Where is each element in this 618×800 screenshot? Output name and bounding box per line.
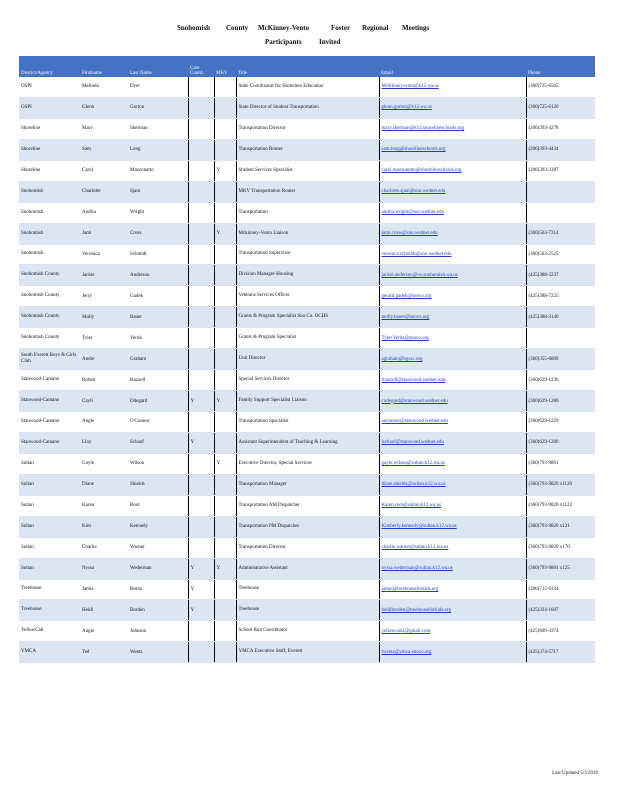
care-coord-cell bbox=[188, 139, 214, 160]
email-cell[interactable]: jami.cross@sno.wednet.edu bbox=[379, 223, 526, 244]
mkv-cell bbox=[214, 118, 236, 139]
table-row bbox=[19, 621, 595, 642]
district-cell: Snohomish County bbox=[19, 265, 80, 286]
table-row bbox=[19, 558, 595, 579]
firstname-cell: Ted bbox=[80, 642, 128, 663]
table-row bbox=[19, 77, 595, 97]
lastname-cell: Bauer bbox=[128, 307, 188, 328]
table-row bbox=[19, 223, 595, 244]
email-cell[interactable]: sam.long@shorelineschools.org bbox=[379, 139, 526, 160]
mkv-cell bbox=[214, 432, 236, 453]
phone-cell: (360)629-1286 bbox=[526, 391, 595, 412]
table-row bbox=[19, 160, 595, 181]
phone-cell: (425)388-3140 bbox=[526, 307, 595, 328]
care-coord-cell: Y bbox=[188, 432, 214, 453]
mkv-cell bbox=[214, 265, 236, 286]
title-cell: Transportation Router bbox=[236, 139, 379, 160]
lastname-cell: Wright bbox=[128, 202, 188, 223]
email-cell[interactable]: andria.wright@sno.wednet.edu bbox=[379, 202, 526, 223]
email-cell[interactable]: McKinneyvento@k12.wa.us bbox=[379, 77, 526, 97]
title-cell: Administrative Assistant bbox=[236, 558, 379, 579]
district-cell: Snohomish bbox=[19, 181, 80, 202]
title-cell: Transportation bbox=[236, 202, 379, 223]
title-word: McKinney-Vento bbox=[258, 24, 310, 32]
email-cell[interactable]: Kimberly.kennedy@sultan.k12.wa.us bbox=[379, 516, 526, 537]
phone-cell bbox=[526, 328, 595, 349]
firstname-cell: Nyssa bbox=[80, 558, 128, 579]
lastname-cell: Odegard bbox=[128, 391, 188, 412]
district-cell: Treehouse bbox=[19, 600, 80, 621]
district-cell: Stanwood-Camano bbox=[19, 370, 80, 391]
email-cell[interactable]: jackie.anderson@co.snohomish.wa.us bbox=[379, 265, 526, 286]
column-header: Last Name bbox=[128, 56, 188, 77]
title-cell: School Run Coordinator bbox=[236, 621, 379, 642]
table-row bbox=[19, 97, 595, 118]
mkv-cell bbox=[214, 77, 236, 97]
email-cell[interactable]: diane.shields@sultan.k12.wa.us bbox=[379, 474, 526, 495]
care-coord-cell bbox=[188, 160, 214, 181]
email-cell[interactable]: jamie@treehouseforkids.org bbox=[379, 579, 526, 600]
email-cell[interactable]: charlie.warner@sultan.k12.wa.us bbox=[379, 537, 526, 558]
table-row bbox=[19, 307, 595, 328]
title-cell: Treehouse bbox=[236, 579, 379, 600]
lastname-cell: Graham bbox=[128, 349, 188, 370]
phone-cell: (425)388-3237 bbox=[526, 265, 595, 286]
care-coord-cell bbox=[188, 516, 214, 537]
mkv-cell bbox=[214, 349, 236, 370]
email-cell[interactable]: codegard@stanwood.wednet.edu bbox=[379, 391, 526, 412]
phone-cell: (206)393-3387 bbox=[526, 160, 595, 181]
mkv-cell bbox=[214, 370, 236, 391]
mkv-cell bbox=[214, 474, 236, 495]
district-cell: Sultan bbox=[19, 495, 80, 516]
phone-cell: (206)715-0334 bbox=[526, 579, 595, 600]
title-word: Snohomish bbox=[177, 24, 211, 32]
title-cell: State Director of Student Transportation bbox=[236, 97, 379, 118]
lastname-cell: Dyer bbox=[128, 77, 188, 97]
firstname-cell: Melinda bbox=[80, 77, 128, 97]
title-cell: Transportation Supervisor bbox=[236, 244, 379, 265]
title-cell: Transportation Director bbox=[236, 118, 379, 139]
table-header bbox=[19, 56, 595, 77]
district-cell: Snohomish bbox=[19, 202, 80, 223]
title-word: Invited bbox=[319, 38, 341, 46]
mkv-cell: Y bbox=[214, 391, 236, 412]
district-cell: Snohomish bbox=[19, 223, 80, 244]
title-cell: Unit Director bbox=[236, 349, 379, 370]
title-word: Regional bbox=[362, 24, 389, 32]
firstname-cell: Sam bbox=[80, 139, 128, 160]
table-row bbox=[19, 495, 595, 516]
care-coord-cell bbox=[188, 97, 214, 118]
lastname-cell: Hazzell bbox=[128, 370, 188, 391]
district-cell: Sultan bbox=[19, 474, 80, 495]
care-coord-cell bbox=[188, 307, 214, 328]
district-cell: Sultan bbox=[19, 537, 80, 558]
firstname-cell: Tyler bbox=[80, 328, 128, 349]
care-coord-cell bbox=[188, 349, 214, 370]
table-row bbox=[19, 244, 595, 265]
mkv-cell bbox=[214, 328, 236, 349]
lastname-cell: Cross bbox=[128, 223, 188, 244]
firstname-cell: Jami bbox=[80, 223, 128, 244]
lastname-cell: Long bbox=[128, 139, 188, 160]
email-cell[interactable]: nyssa.wederman@sultan.k12.wa.us bbox=[379, 558, 526, 579]
care-coord-cell bbox=[188, 265, 214, 286]
title-word: Meetings bbox=[402, 24, 430, 32]
email-cell[interactable]: lschauf@stanwood.wednet.edu bbox=[379, 432, 526, 453]
table-row bbox=[19, 328, 595, 349]
mkv-cell bbox=[214, 286, 236, 307]
district-cell: Snohomish County bbox=[19, 328, 80, 349]
email-cell[interactable]: charlotte.sjani@sno.wednet.edu bbox=[379, 181, 526, 202]
phone-cell: (360)725-6120 bbox=[526, 97, 595, 118]
email-cell[interactable]: yellowcab2@gmail.com bbox=[379, 621, 526, 642]
table-row bbox=[19, 600, 595, 621]
firstname-cell: Glenn bbox=[80, 97, 128, 118]
care-coord-cell bbox=[188, 474, 214, 495]
title-cell: MKV Transportation Router bbox=[236, 181, 379, 202]
lastname-cell: Johnson bbox=[128, 621, 188, 642]
district-cell: Stanwood-Camano bbox=[19, 432, 80, 453]
mkv-cell: Y bbox=[214, 160, 236, 181]
district-cell: Sultan bbox=[19, 453, 80, 474]
email-cell[interactable]: glenn.gorton@k12.wa.us bbox=[379, 97, 526, 118]
phone-cell: (425)609-3374 bbox=[526, 621, 595, 642]
table-row bbox=[19, 516, 595, 537]
title-cell: Transportation Director bbox=[236, 537, 379, 558]
district-cell: Stanwood-Camano bbox=[19, 391, 80, 412]
table-row bbox=[19, 349, 595, 370]
title-cell: Mckinney-Vento Liaison bbox=[236, 223, 379, 244]
firstname-cell: Jerry bbox=[80, 286, 128, 307]
table-row bbox=[19, 642, 595, 663]
firstname-cell: Jackie bbox=[80, 265, 128, 286]
care-coord-cell bbox=[188, 223, 214, 244]
phone-cell: (360)793-9801 x125 bbox=[526, 558, 595, 579]
care-coord-cell: Y bbox=[188, 558, 214, 579]
column-header: MKV bbox=[214, 56, 236, 77]
firstname-cell: Andria bbox=[80, 202, 128, 223]
district-cell: Sultan bbox=[19, 558, 80, 579]
firstname-cell: Charlotte bbox=[80, 181, 128, 202]
care-coord-cell bbox=[188, 495, 214, 516]
firstname-cell: Charlie bbox=[80, 537, 128, 558]
phone-cell: (360)793-9801 bbox=[526, 453, 595, 474]
title-cell: State Coordinator for Homeless Education bbox=[236, 77, 379, 97]
firstname-cell: Jamie bbox=[80, 579, 128, 600]
title-cell: Family Support Specialist Liaison bbox=[236, 391, 379, 412]
mkv-cell bbox=[214, 139, 236, 160]
email-cell[interactable]: aoconnor@stanwood.wednet.edu bbox=[379, 412, 526, 433]
care-coord-cell bbox=[188, 286, 214, 307]
table-row bbox=[19, 181, 595, 202]
district-cell: Shoreline bbox=[19, 118, 80, 139]
lastname-cell: O'Connor bbox=[128, 412, 188, 433]
lastname-cell: Wederman bbox=[128, 558, 188, 579]
care-coord-cell bbox=[188, 621, 214, 642]
district-cell: Snohomish County bbox=[19, 286, 80, 307]
firstname-cell: Angie bbox=[80, 412, 128, 433]
participants-table bbox=[19, 56, 595, 663]
firstname-cell: Cayli bbox=[80, 391, 128, 412]
lastname-cell: Anderson bbox=[128, 265, 188, 286]
table-row bbox=[19, 202, 595, 223]
title-cell: YMCA Executive Staff, Everett bbox=[236, 642, 379, 663]
table-row bbox=[19, 537, 595, 558]
phone-cell: (360)793-9820 x121 bbox=[526, 516, 595, 537]
email-cell[interactable]: Karen.root@sultan.k12.wa.us bbox=[379, 495, 526, 516]
district-cell: YMCA bbox=[19, 642, 80, 663]
table-row bbox=[19, 412, 595, 433]
title-cell: Executive Director, Special Services bbox=[236, 453, 379, 474]
firstname-cell: Veronica bbox=[80, 244, 128, 265]
care-coord-cell bbox=[188, 328, 214, 349]
mkv-cell bbox=[214, 202, 236, 223]
mkv-cell bbox=[214, 516, 236, 537]
care-coord-cell bbox=[188, 77, 214, 97]
district-cell: Shoreline bbox=[19, 160, 80, 181]
phone-cell: (425)374-5717 bbox=[526, 642, 595, 663]
email-cell[interactable]: mary.sherman@k12.shorelineschools.org bbox=[379, 118, 526, 139]
lastname-cell: Borden bbox=[128, 600, 188, 621]
care-coord-cell bbox=[188, 202, 214, 223]
lastname-cell: Wilson bbox=[128, 453, 188, 474]
title-word: County bbox=[226, 24, 249, 32]
care-coord-cell bbox=[188, 537, 214, 558]
lastname-cell: Burns bbox=[128, 579, 188, 600]
table-row bbox=[19, 579, 595, 600]
phone-cell: (360)629-1229 bbox=[526, 412, 595, 433]
mkv-cell bbox=[214, 97, 236, 118]
district-cell: YellowCab bbox=[19, 621, 80, 642]
title-cell: Grants & Program Specialist Sno Co. OCHS bbox=[236, 307, 379, 328]
table-row bbox=[19, 453, 595, 474]
phone-cell: (360)725-6505 bbox=[526, 77, 595, 97]
mkv-cell bbox=[214, 579, 236, 600]
email-cell[interactable]: rhazzell@stanwood.wednet.edu bbox=[379, 370, 526, 391]
firstname-cell: Angie bbox=[80, 621, 128, 642]
care-coord-cell bbox=[188, 181, 214, 202]
lastname-cell: Verda bbox=[128, 328, 188, 349]
title-word: Participants bbox=[265, 38, 302, 46]
email-cell[interactable]: agraham@bgcsc.org bbox=[379, 349, 526, 370]
lastname-cell: Schmidt bbox=[128, 244, 188, 265]
phone-cell: (206)393-4434 bbox=[526, 139, 595, 160]
mkv-cell bbox=[214, 412, 236, 433]
table-row bbox=[19, 370, 595, 391]
title-cell: Student Services Specialist bbox=[236, 160, 379, 181]
lastname-cell: Schauf bbox=[128, 432, 188, 453]
lastname-cell: Warner bbox=[128, 537, 188, 558]
title-cell: Grants & Program Specialist bbox=[236, 328, 379, 349]
lastname-cell: Root bbox=[128, 495, 188, 516]
district-cell: South Everett Boys & Girls Club bbox=[19, 349, 80, 370]
column-header: Phone bbox=[526, 56, 595, 77]
column-header: Care Coord. bbox=[188, 56, 214, 77]
district-cell: Stanwood-Camano bbox=[19, 412, 80, 433]
mkv-cell bbox=[214, 621, 236, 642]
district-cell: Snohomish County bbox=[19, 307, 80, 328]
table-row bbox=[19, 286, 595, 307]
email-cell[interactable]: Tyler.Verda@snoco.org bbox=[379, 328, 526, 349]
column-header: Title bbox=[236, 56, 379, 77]
phone-cell: (206)393-4278 bbox=[526, 118, 595, 139]
phone-cell bbox=[526, 181, 595, 202]
phone-cell: (360)563-2525 bbox=[526, 244, 595, 265]
phone-cell: (360)793-9820 x170 bbox=[526, 537, 595, 558]
email-cell[interactable]: heidiborden@treehouseforkids.org bbox=[379, 600, 526, 621]
title-cell: Transportation PM Dispatcher bbox=[236, 516, 379, 537]
lastname-cell: Sherman bbox=[128, 118, 188, 139]
lastname-cell: Wentz bbox=[128, 642, 188, 663]
mkv-cell bbox=[214, 600, 236, 621]
mkv-cell bbox=[214, 244, 236, 265]
lastname-cell: Shields bbox=[128, 474, 188, 495]
email-cell[interactable]: gerard.gadek@snoco.org bbox=[379, 286, 526, 307]
care-coord-cell bbox=[188, 370, 214, 391]
column-header: Firstname bbox=[80, 56, 128, 77]
table-row bbox=[19, 265, 595, 286]
care-coord-cell bbox=[188, 412, 214, 433]
phone-cell: (360)793-9820 x1122 bbox=[526, 495, 595, 516]
title-cell: Special Services Director bbox=[236, 370, 379, 391]
title-cell: Assistant Superintendent of Teaching & Learning bbox=[236, 432, 379, 453]
firstname-cell: Mary bbox=[80, 118, 128, 139]
lastname-cell: Kennedy bbox=[128, 516, 188, 537]
email-cell[interactable]: veronica.schmidt@sno.wednet.edu bbox=[379, 244, 526, 265]
firstname-cell: Molly bbox=[80, 307, 128, 328]
lastname-cell: Mazzonetto bbox=[128, 160, 188, 181]
lastname-cell: Sjani bbox=[128, 181, 188, 202]
title-cell: Transportation AM Dispatcher bbox=[236, 495, 379, 516]
mkv-cell bbox=[214, 537, 236, 558]
lastname-cell: Gorton bbox=[128, 97, 188, 118]
firstname-cell: Robert bbox=[80, 370, 128, 391]
phone-cell bbox=[526, 202, 595, 223]
column-header: Email bbox=[379, 56, 526, 77]
firstname-cell: Lloy bbox=[80, 432, 128, 453]
mkv-cell bbox=[214, 642, 236, 663]
firstname-cell: Heidi bbox=[80, 600, 128, 621]
email-cell[interactable]: carol.mazzonetto@shorelineschools.org bbox=[379, 160, 526, 181]
district-cell: OSPI bbox=[19, 77, 80, 97]
table-row bbox=[19, 432, 595, 453]
column-header: District/Agency bbox=[19, 56, 80, 77]
district-cell: Treehouse bbox=[19, 579, 80, 600]
firstname-cell: Karen bbox=[80, 495, 128, 516]
mkv-cell bbox=[214, 307, 236, 328]
lastname-cell: Gadek bbox=[128, 286, 188, 307]
table-row bbox=[19, 118, 595, 139]
care-coord-cell: Y bbox=[188, 391, 214, 412]
firstname-cell: Andre bbox=[80, 349, 128, 370]
phone-cell: (360)793-9820 x1120 bbox=[526, 474, 595, 495]
care-coord-cell bbox=[188, 453, 214, 474]
firstname-cell: Carol bbox=[80, 160, 128, 181]
care-coord-cell: Y bbox=[188, 579, 214, 600]
district-cell: Sultan bbox=[19, 516, 80, 537]
district-cell: Snohomish bbox=[19, 244, 80, 265]
title-word: Foster bbox=[331, 24, 351, 32]
table-row bbox=[19, 474, 595, 495]
email-cell[interactable]: twentz@ymca-snoco.org bbox=[379, 642, 526, 663]
table-row bbox=[19, 391, 595, 412]
email-cell[interactable]: molly.bauer@snoco.org bbox=[379, 307, 526, 328]
mkv-cell bbox=[214, 495, 236, 516]
district-cell: Shoreline bbox=[19, 139, 80, 160]
care-coord-cell bbox=[188, 642, 214, 663]
title-cell: Transportation Specialist bbox=[236, 412, 379, 433]
phone-cell: (425)388-7225 bbox=[526, 286, 595, 307]
firstname-cell: Kim bbox=[80, 516, 128, 537]
phone-cell: (360)629-1236 bbox=[526, 370, 595, 391]
care-coord-cell bbox=[188, 244, 214, 265]
title-cell: Division Manager-Housing bbox=[236, 265, 379, 286]
firstname-cell: Diane bbox=[80, 474, 128, 495]
district-cell: OSPI bbox=[19, 97, 80, 118]
mkv-cell: Y bbox=[214, 453, 236, 474]
table-row bbox=[19, 139, 595, 160]
firstname-cell: Gayle bbox=[80, 453, 128, 474]
mkv-cell: Y bbox=[214, 558, 236, 579]
mkv-cell: Y bbox=[214, 223, 236, 244]
title-cell: Treehouse bbox=[236, 600, 379, 621]
care-coord-cell bbox=[188, 118, 214, 139]
phone-cell: (360)563-7314 bbox=[526, 223, 595, 244]
phone-cell: (425)324-1607 bbox=[526, 600, 595, 621]
care-coord-cell: Y bbox=[188, 600, 214, 621]
phone-cell: (360)629-1200 bbox=[526, 432, 595, 453]
email-cell[interactable]: gayle.wilson@sultan.k12.wa.us bbox=[379, 453, 526, 474]
mkv-cell bbox=[214, 181, 236, 202]
last-updated: Last Updated 5/3/2019 bbox=[552, 771, 598, 776]
title-cell: Veterans Services Officer bbox=[236, 286, 379, 307]
title-cell: Transportation Manager bbox=[236, 474, 379, 495]
phone-cell: (360)355-6899 bbox=[526, 349, 595, 370]
